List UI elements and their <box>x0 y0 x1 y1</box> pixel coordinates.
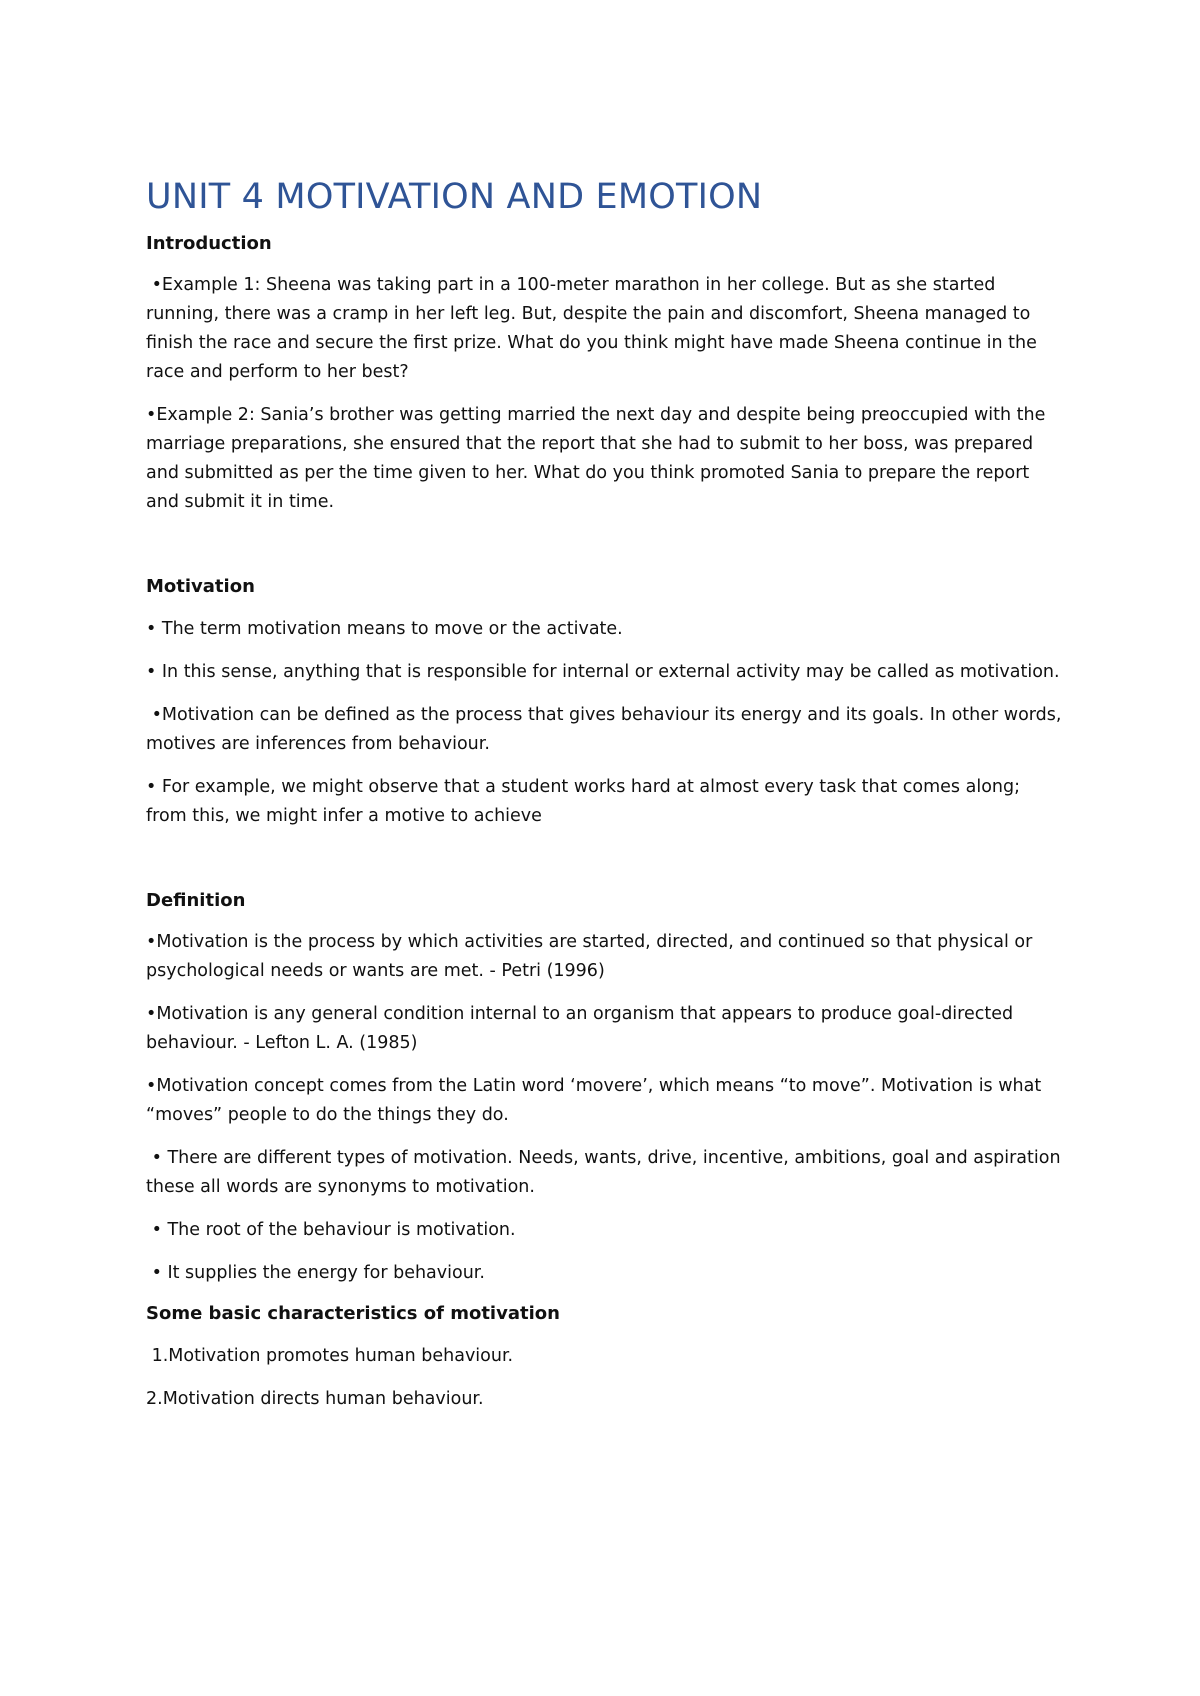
paragraph: •Motivation is the process by which activities are started, directed, and continued so that physical or psychological needs or wants are met. - Petri (1996) <box>146 932 1033 982</box>
paragraph: •Example 1: Sheena was taking part in a 100-meter marathon in her college. But as she started running, there was a cramp in her left leg. But, despite the pain and discomfort, Sheena managed to finish the race and secure the first prize. What do you think might have made Sheena continue in the race and perform to her best? <box>146 275 1043 383</box>
section-characteristics <box>146 1302 1066 1413</box>
paragraph: • There are different types of motivation. Needs, wants, drive, incentive, ambitions, goal and aspiration these all words are synonyms to motivation. <box>146 1148 1067 1198</box>
list-item: 2.Motivation directs human behaviour. <box>146 1388 484 1409</box>
section-heading: Definition <box>146 889 246 911</box>
section-heading: Some basic characteristics of motivation <box>146 1303 560 1325</box>
paragraph: • In this sense, anything that is responsible for internal or external activity may be called as motivation. <box>146 661 1060 682</box>
blank-line <box>146 531 1066 575</box>
list-item: 1.Motivation promotes human behaviour. <box>146 1345 514 1366</box>
paragraph: •Motivation can be defined as the process that gives behaviour its energy and its goals. In other words, motives are inferences from behaviour. <box>146 704 1068 754</box>
paragraph: •Motivation concept comes from the Latin word ‘movere’, which means “to move”. Motivation is what “moves” people to do the things they do. <box>146 1076 1042 1126</box>
blank-line <box>146 845 1066 889</box>
section-introduction <box>146 232 1066 517</box>
document-content <box>146 176 1066 1428</box>
section-definition <box>146 889 1066 1288</box>
section-heading: Motivation <box>146 576 255 598</box>
paragraph: • The term motivation means to move or the activate. <box>146 618 623 639</box>
section-heading: Introduction <box>146 233 272 254</box>
paragraph: • For example, we might observe that a student works hard at almost every task that comes along; from this, we might infer a motive to achieve <box>146 776 1020 826</box>
paragraph: •Motivation is any general condition internal to an organism that appears to produce goal-directed behaviour. - Lefton L. A. (1985) <box>146 1004 1014 1054</box>
paragraph: • It supplies the energy for behaviour. <box>146 1263 485 1284</box>
document-title: UNIT 4 MOTIVATION AND EMOTION <box>146 177 763 217</box>
section-motivation <box>146 575 1066 830</box>
paragraph: •Example 2: Sania’s brother was getting married the next day and despite being preoccupied with the marriage preparations, she ensured that the report that she had to submit to her boss, was prepared and submitted as per the time given to her. What do you think promoted Sania to prepare the report and submit it in time. <box>146 405 1046 513</box>
paragraph: • The root of the behaviour is motivation. <box>146 1220 516 1241</box>
